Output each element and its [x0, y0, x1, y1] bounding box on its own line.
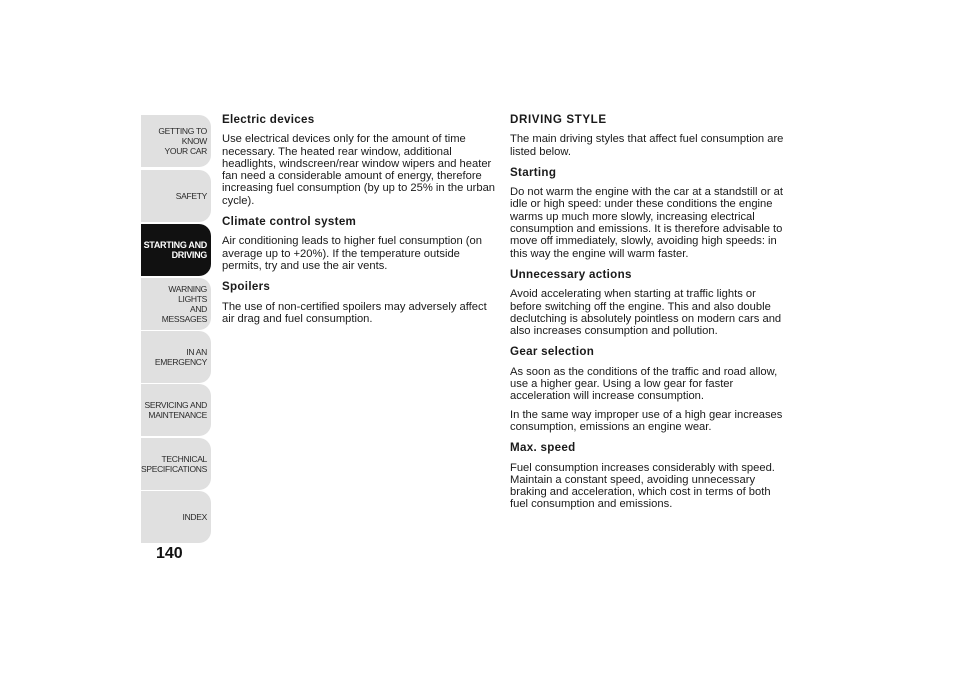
tab-label-line2: AND MESSAGES [161, 304, 207, 324]
paragraph-spoilers: The use of non-certified spoilers may adversely affect air drag and fuel consumption. [222, 300, 487, 325]
paragraph-gear-selection-2: In the same way improper use of a high gear increases consumption, emissions an engine wear. [510, 408, 783, 433]
tab-safety[interactable] [141, 170, 211, 222]
tab-servicing-and-maintenance[interactable] [141, 384, 211, 436]
tab-label-line2: SPECIFICATIONS [140, 464, 207, 474]
tab-label-line1: SERVICING AND [144, 400, 207, 410]
tab-technical-specifications[interactable] [141, 438, 211, 490]
left-column [222, 114, 502, 334]
paragraph-driving-style: The main driving styles that affect fuel consumption are listed below. [510, 133, 784, 158]
tab-label-line2: MAINTENANCE [148, 410, 207, 420]
paragraph-climate-control: Air conditioning leads to higher fuel consumption (on average up to +20%). If the temperature outside permits, try and use the air vents. [222, 235, 482, 272]
heading-unnecessary-actions: Unnecessary actions [510, 267, 632, 281]
paragraph-max-speed: Fuel consumption increases considerably with speed. Maintain a constant speed, avoiding unnecessary braking and acceleration, which cost in terms of both fuel consumption and emissions. [510, 461, 775, 511]
heading-max-speed: Max. speed [510, 441, 576, 455]
paragraph-electric-devices: Use electrical devices only for the amount of time necessary. The heated rear window, additional headlights, windscreen/rear window wipers and heater fan need a considerable amount of energy, therefore increasing fuel consumption (by up to 25% in the urban cycle). [222, 133, 496, 207]
tab-label-line1: GETTING TO KNOW [158, 126, 207, 146]
tab-label-line2: DRIVING [171, 250, 207, 260]
tab-label-line2: YOUR CAR [164, 146, 207, 156]
tab-index[interactable] [141, 491, 211, 543]
tab-label-line1: STARTING AND [143, 240, 207, 250]
heading-spoilers: Spoilers [222, 280, 271, 294]
heading-climate-control: Climate control system [222, 215, 357, 229]
right-column [510, 114, 790, 520]
page-number: 140 [156, 545, 183, 562]
tab-warning-lights-and-messages[interactable] [141, 278, 211, 330]
tab-label-line1: TECHNICAL [161, 454, 207, 464]
tab-label-line1: IN AN EMERGENCY [154, 347, 207, 367]
tab-label-line1: INDEX [182, 512, 207, 522]
tab-label-line1: WARNING LIGHTS [168, 284, 207, 304]
heading-starting: Starting [510, 165, 557, 179]
tab-label-line1: SAFETY [175, 191, 207, 201]
heading-electric-devices: Electric devices [222, 113, 315, 126]
tab-getting-to-know-your-car[interactable] [141, 115, 211, 167]
tab-starting-and-driving[interactable] [141, 224, 211, 276]
paragraph-starting: Do not warm the engine with the car at a standstill or at idle or high speed: under these conditions the engine warms up much more slowly, increasing electrical consumption and emissions. It is therefore advisable to move off immediately, slowly, avoiding high speeds: in this way the engine will warm faster. [510, 186, 783, 260]
paragraph-gear-selection-1: As soon as the conditions of the traffic and road allow, use a higher gear. Using a low gear for faster acceleration will increase consumption. [510, 365, 778, 403]
heading-gear-selection: Gear selection [510, 345, 595, 359]
paragraph-unnecessary-actions: Avoid accelerating when starting at traffic lights or before switching off the engine. This and also double declutching is absolutely pointless on modern cars and also increases consumption and pollution. [510, 288, 782, 338]
heading-driving-style: DRIVING STYLE [510, 113, 607, 126]
tab-in-an-emergency[interactable] [141, 331, 211, 383]
